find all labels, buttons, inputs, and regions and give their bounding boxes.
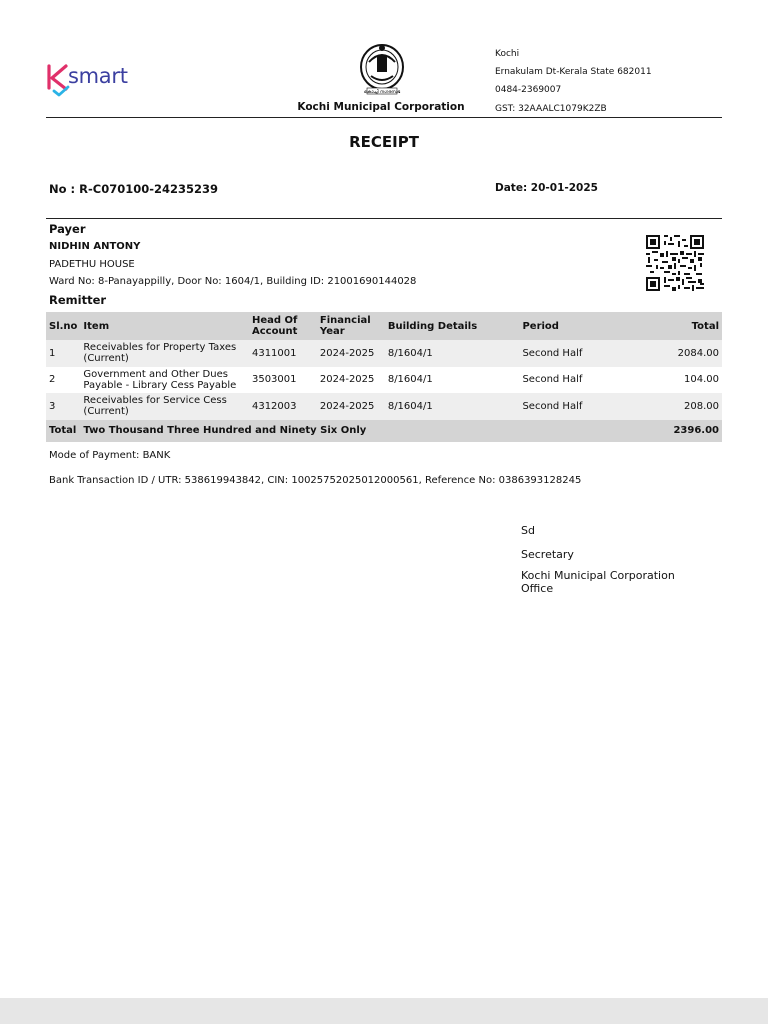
payer-house: PADETHU HOUSE: [49, 259, 135, 270]
col-header-building: Building Details: [385, 312, 520, 340]
signature-office-line1: Kochi Municipal Corporation: [521, 569, 675, 582]
address-district: Ernakulam Dt-Kerala State 682011: [495, 67, 652, 77]
cell-period: Second Half: [519, 367, 629, 394]
cell-head: 4312003: [249, 393, 317, 420]
cell-fy: 2024-2025: [317, 340, 385, 367]
receipt-title: RECEIPT: [349, 133, 419, 151]
table-total-row: [46, 420, 722, 442]
ksmart-wordmark: smart: [68, 64, 128, 88]
table-row: [46, 367, 722, 394]
address-phone: 0484-2369007: [495, 85, 562, 95]
signature-office: [521, 569, 675, 595]
cell-item: [80, 340, 249, 367]
cell-item-line1: Government and Other Dues: [83, 368, 228, 380]
viewer-bottom-strip: [0, 998, 768, 1024]
col-header-fy-line1: Financial: [319, 315, 371, 326]
cell-item-line1: Receivables for Service Cess: [83, 395, 227, 407]
cell-fy: 2024-2025: [317, 393, 385, 420]
col-header-item: Item: [80, 312, 249, 340]
address-gst: GST: 32AAALC1079K2ZB: [495, 104, 607, 114]
cell-fy: 2024-2025: [317, 367, 385, 394]
col-header-period: Period: [519, 312, 629, 340]
header-divider: [46, 117, 722, 118]
corporation-emblem-icon: [357, 42, 407, 100]
col-header-total: Total: [629, 312, 722, 340]
cell-building: 8/1604/1: [385, 340, 520, 367]
cell-period: Second Half: [519, 340, 629, 367]
cell-item: [80, 367, 249, 394]
col-header-head-of-account: [249, 312, 317, 340]
cell-total: 2084.00: [629, 340, 722, 367]
table-row: [46, 393, 722, 420]
cell-item: [80, 393, 249, 420]
ksmart-k-mark-icon: [46, 62, 68, 96]
cell-item-line2: Payable - Library Cess Payable: [83, 379, 237, 391]
cell-total: 104.00: [629, 367, 722, 394]
corporation-name: Kochi Municipal Corporation: [297, 101, 465, 113]
signature-sd: Sd: [521, 524, 535, 537]
col-header-fy-line2: Year: [319, 326, 345, 337]
cell-head: 4311001: [249, 340, 317, 367]
cell-building: 8/1604/1: [385, 393, 520, 420]
cell-item-line2: (Current): [83, 406, 129, 418]
table-row: [46, 340, 722, 367]
payer-label: Payer: [49, 222, 86, 236]
cell-item-line2: (Current): [83, 353, 129, 365]
address-city: Kochi: [495, 49, 520, 59]
ksmart-logo: [46, 62, 128, 96]
qr-code-icon: [646, 235, 704, 291]
payer-name: NIDHIN ANTONY: [49, 241, 141, 252]
cell-total: 208.00: [629, 393, 722, 420]
cell-slno: 1: [46, 340, 80, 367]
receipt-number: No : R-C070100-24235239: [49, 182, 218, 196]
payer-divider: [46, 218, 722, 219]
cell-period: Second Half: [519, 393, 629, 420]
col-header-financial-year: [317, 312, 385, 340]
signature-designation: Secretary: [521, 548, 574, 561]
line-items-table: [46, 312, 722, 442]
col-header-head-line2: Account: [251, 326, 298, 337]
receipt-date: Date: 20-01-2025: [495, 182, 598, 194]
svg-text:കൊച്ചി നഗരസഭ: കൊച്ചി നഗരസഭ: [363, 90, 401, 95]
cell-head: 3503001: [249, 367, 317, 394]
cell-slno: 2: [46, 367, 80, 394]
signature-office-line2: Office: [521, 582, 554, 595]
cell-slno: 3: [46, 393, 80, 420]
table-header-row: [46, 312, 722, 340]
bank-transaction-details: Bank Transaction ID / UTR: 538619943842, CIN: 10025752025012000561, Reference No: 0386393128245: [49, 475, 582, 486]
cell-item-line1: Receivables for Property Taxes: [83, 342, 237, 354]
total-amount: 2396.00: [629, 420, 722, 442]
total-in-words: Two Thousand Three Hundred and Ninety Six Only: [80, 420, 629, 442]
col-header-slno: Sl.no: [46, 312, 80, 340]
col-header-head-line1: Head Of: [251, 315, 298, 326]
payer-details: Ward No: 8-Panayappilly, Door No: 1604/1, Building ID: 21001690144028: [49, 276, 417, 287]
remitter-label: Remitter: [49, 293, 107, 307]
cell-building: 8/1604/1: [385, 367, 520, 394]
total-label: Total: [46, 420, 80, 442]
payment-mode: Mode of Payment: BANK: [49, 450, 171, 461]
